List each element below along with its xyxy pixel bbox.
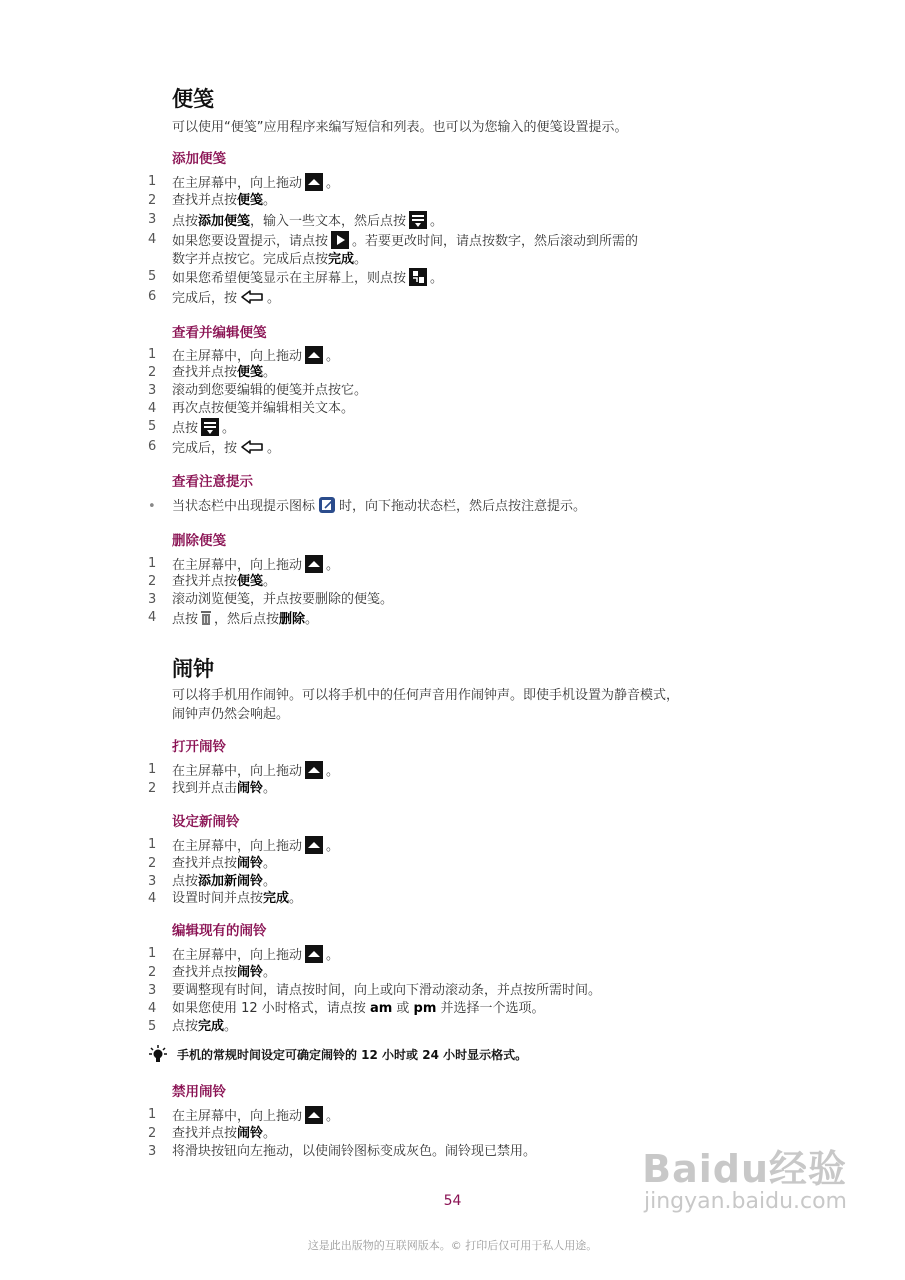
edit-alarm-step-1: 1 在主屏幕中，向上拖动 。	[148, 946, 340, 963]
add-note-step-4: 4 如果您要设置提示，请点按 。若要更改时间，请点按数字，然后滚动到所需的 数字并点按它。完成后点按完成。	[148, 232, 639, 267]
page-number: 54	[443, 1193, 462, 1209]
edit-note-step-5: 5 点按 。	[148, 419, 236, 436]
back-arrow-icon	[240, 288, 264, 306]
delete-note-step-1: 1 在主屏幕中，向上拖动 。	[148, 556, 340, 573]
up-arrow-icon	[305, 1106, 323, 1124]
set-alarm-heading: 设定新闹铃	[172, 814, 240, 830]
edit-alarm-step-3: 3 要调整现有时间，请点按时间，向上或向下滑动滚动条，并点按所需时间。	[148, 983, 602, 998]
edit-note-step-3: 3 滚动到您要编辑的便笺并点按它。	[148, 383, 368, 398]
open-alarm-heading: 打开闹铃	[172, 739, 226, 755]
delete-note-heading: 删除便笺	[172, 533, 226, 549]
up-arrow-icon	[305, 945, 323, 963]
footer-note: 这是此出版物的互联网版本。© 打印后仅可用于私人用途。	[307, 1239, 598, 1252]
menu-icon	[409, 211, 427, 229]
add-note-heading: 添加便笺	[172, 151, 226, 167]
set-alarm-step-2: 2 查找并点按闹铃。	[148, 856, 277, 871]
trash-icon	[199, 609, 213, 627]
lightbulb-tip-icon	[149, 1045, 167, 1063]
note-reminder-bullet: • 当状态栏中出现提示图标 时，向下拖动状态栏，然后点按注意提示。	[148, 496, 586, 516]
up-arrow-icon	[305, 173, 323, 191]
up-arrow-icon	[305, 555, 323, 573]
set-alarm-step-3: 3 点按添加新闹铃。	[148, 874, 277, 889]
delete-note-step-3: 3 滚动浏览便笺，并点按要删除的便笺。	[148, 592, 394, 607]
open-alarm-step-2: 2 找到并点击闹铃。	[148, 781, 277, 796]
back-arrow-icon	[240, 438, 264, 456]
alarm-format-tip: 手机的常规时间设定可确定闹铃的 12 小时或 24 小时显示格式。	[146, 1045, 527, 1064]
set-alarm-step-1: 1 在主屏幕中，向上拖动 。	[148, 837, 340, 854]
edit-note-step-1: 1 在主屏幕中，向上拖动 。	[148, 347, 340, 364]
set-alarm-step-4: 4 设置时间并点按完成。	[148, 891, 303, 906]
add-note-step-2: 2 查找并点按便笺。	[148, 193, 277, 208]
delete-note-step-4: 4 点按 ，然后点按删除。	[148, 610, 319, 627]
add-note-step-6: 6 完成后，按 。	[148, 289, 281, 306]
edit-note-step-6: 6 完成后，按 。	[148, 439, 281, 456]
edit-alarm-heading: 编辑现有的闹铃	[172, 923, 267, 939]
add-note-step-1: 1 在主屏幕中，向上拖动 。	[148, 174, 340, 191]
edit-note-step-4: 4 再次点按便笺并编辑相关文本。	[148, 401, 355, 416]
add-to-home-icon	[409, 268, 427, 286]
note-reminder-heading: 查看注意提示	[172, 474, 253, 490]
baidu-jingyan-watermark: Baidu经验 jingyan.baidu.com	[642, 1147, 847, 1214]
notes-section-title: 便笺	[172, 87, 214, 111]
disable-alarm-heading: 禁用闹铃	[172, 1084, 226, 1100]
edit-note-heading: 查看并编辑便笺	[172, 325, 267, 341]
delete-note-step-2: 2 查找并点按便笺。	[148, 574, 277, 589]
alarm-section-title: 闹钟	[172, 657, 214, 681]
menu-icon	[201, 418, 219, 436]
edit-alarm-step-2: 2 查找并点按闹铃。	[148, 965, 277, 980]
add-note-step-3: 3 点按添加便笺，输入一些文本，然后点按 。	[148, 212, 444, 229]
disable-alarm-step-2: 2 查找并点按闹铃。	[148, 1126, 277, 1141]
up-arrow-icon	[305, 836, 323, 854]
disable-alarm-step-1: 1 在主屏幕中，向上拖动 。	[148, 1107, 340, 1124]
open-alarm-step-1: 1 在主屏幕中，向上拖动 。	[148, 762, 340, 779]
play-icon	[331, 231, 349, 249]
up-arrow-icon	[305, 761, 323, 779]
edit-alarm-step-5: 5 点按完成。	[148, 1019, 238, 1034]
note-notification-icon	[318, 496, 336, 514]
add-note-step-5: 5 如果您希望便笺显示在主屏幕上，则点按 。	[148, 269, 444, 286]
edit-note-step-2: 2 查找并点按便笺。	[148, 365, 277, 380]
edit-alarm-step-4: 4 如果您使用 12 小时格式，请点按 am 或 pm 并选择一个选项。	[148, 1001, 545, 1016]
notes-intro: 可以使用“便笺”应用程序来编写短信和列表。也可以为您输入的便笺设置提示。	[172, 120, 628, 135]
up-arrow-icon	[305, 346, 323, 364]
disable-alarm-step-3: 3 将滑块按钮向左拖动，以使闹铃图标变成灰色。闹铃现已禁用。	[148, 1144, 537, 1159]
alarm-intro: 可以将手机用作闹钟。可以将手机中的任何声音用作闹钟声。即使手机设置为静音模式， 闹钟声仍然会响起。	[172, 688, 680, 722]
